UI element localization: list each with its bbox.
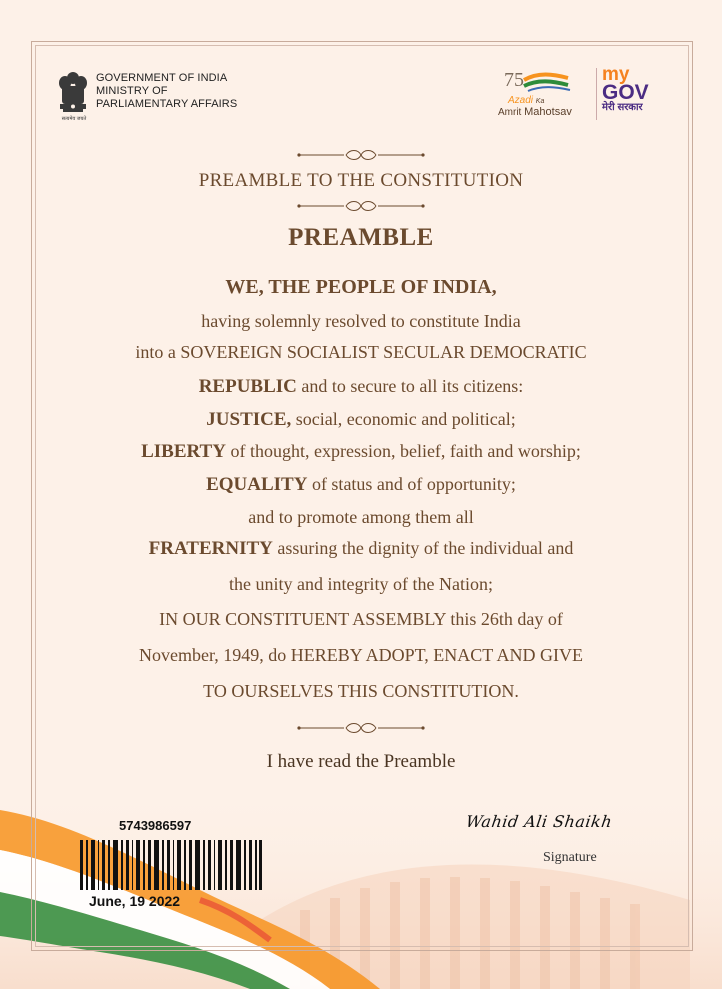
national-emblem-icon — [56, 70, 90, 120]
issue-date: June, 19 2022 — [89, 893, 181, 909]
gov-line-3: PARLIAMENTARY AFFAIRS — [96, 98, 238, 110]
preamble-line-7-rest: of status and of opportunity; — [307, 474, 516, 494]
keyword-equality: EQUALITY — [206, 474, 308, 495]
barcode-number: 5743986597 — [119, 818, 192, 833]
preamble-line-3: into a SOVEREIGN SOCIALIST SECULAR DEMOCRATIC — [135, 342, 587, 362]
barcode-icon — [80, 840, 262, 890]
document-subtitle: PREAMBLE TO THE CONSTITUTION — [198, 170, 524, 191]
mygov-gov: GOV — [602, 81, 649, 104]
mahotsav-word: Mahotsav — [524, 106, 572, 118]
preamble-line-1: WE, THE PEOPLE OF INDIA, — [225, 276, 497, 298]
preamble-line-12: November, 1949, do HEREBY ADOPT, ENACT AND GIVE — [139, 645, 583, 665]
signature-handwriting: Wahid Ali Shaikh — [464, 812, 614, 831]
preamble-line-4 — [0, 376, 722, 398]
azadi-text — [498, 96, 590, 118]
preamble-line-7 — [0, 474, 722, 496]
ornament-divider-icon — [296, 722, 426, 734]
signature-label: Signature — [543, 850, 597, 865]
read-confirmation: I have read the Preamble — [266, 751, 456, 772]
ornament-divider-icon — [296, 149, 426, 161]
preamble-line-11: IN OUR CONSTITUENT ASSEMBLY this 26th day of — [159, 609, 563, 629]
keyword-liberty: LIBERTY — [141, 441, 226, 462]
preamble-line-13: TO OURSELVES THIS CONSTITUTION. — [203, 681, 519, 701]
preamble-line-8: and to promote among them all — [248, 507, 474, 527]
preamble-line-9 — [0, 538, 722, 560]
preamble-line-10: the unity and integrity of the Nation; — [229, 574, 493, 594]
mygov-logo — [602, 66, 649, 114]
keyword-republic: REPUBLIC — [198, 376, 297, 397]
gov-line-2: MINISTRY OF — [96, 85, 168, 97]
azadi-ka: Ka — [535, 98, 545, 105]
amrit-word: Amrit — [498, 107, 522, 118]
preamble-line-6-rest: of thought, expression, belief, faith and worship; — [225, 441, 581, 461]
azadi-number: 75 — [504, 69, 524, 91]
preamble-line-6 — [0, 441, 722, 463]
keyword-fraternity: FRATERNITY — [148, 538, 273, 559]
preamble-line-4-rest: and to secure to all its citizens: — [296, 376, 524, 396]
azadi-word: Azadi — [508, 95, 534, 106]
gov-line-1: GOVERNMENT OF INDIA — [96, 72, 228, 84]
emblem-caption: सत्यमेव जयते — [61, 116, 87, 122]
keyword-justice: JUSTICE, — [206, 409, 292, 430]
ornament-divider-icon — [296, 200, 426, 212]
preamble-line-5 — [0, 409, 722, 431]
ministry-name — [96, 72, 237, 111]
logo-divider — [596, 68, 597, 120]
preamble-line-5-rest: social, economic and political; — [291, 409, 516, 429]
preamble-line-9-rest: assuring the dignity of the individual and — [272, 538, 574, 558]
preamble-line-2: having solemnly resolved to constitute India — [201, 311, 521, 331]
mygov-tagline: मेरी सरकार — [602, 102, 643, 113]
mygov-my: my — [602, 64, 630, 85]
document-title: PREAMBLE — [288, 224, 434, 251]
